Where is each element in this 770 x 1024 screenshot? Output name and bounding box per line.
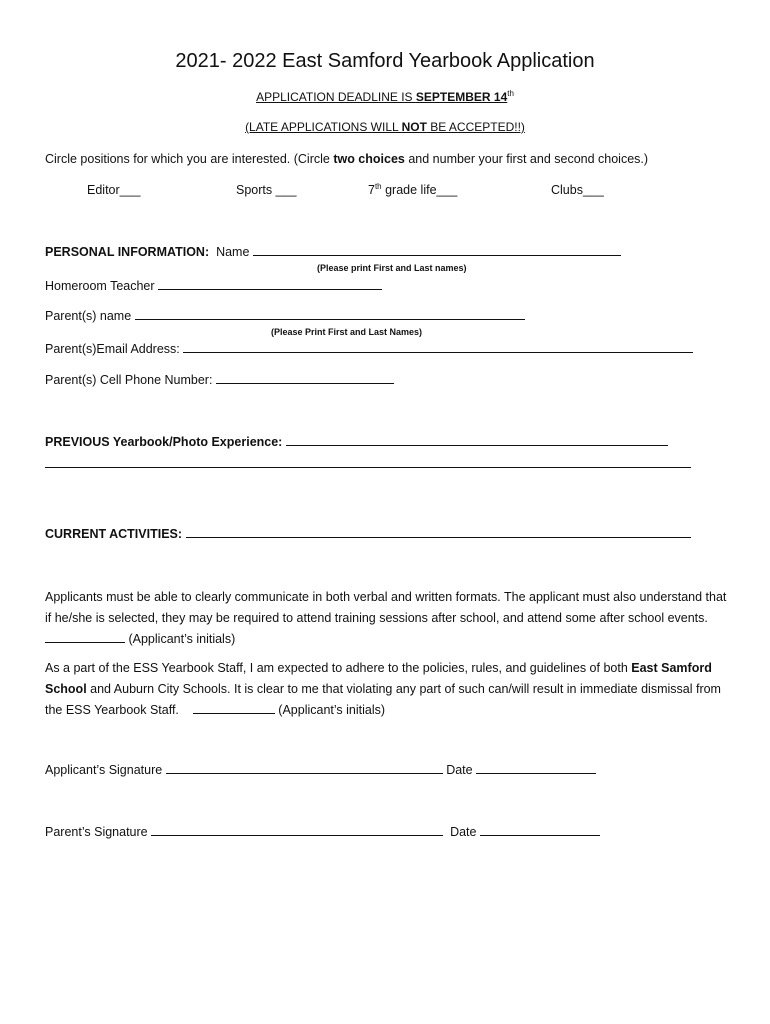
agreement2-bold: East Samford School (45, 661, 712, 696)
agreement1-text: Applicants must be able to clearly communicate in both verbal and written formats. The applicant must also understand that if he/she is selected, they may be required to attend training sessions after school, and attend some after school events. (45, 590, 727, 625)
deadline-line (0, 90, 770, 104)
parent-date-field[interactable] (480, 824, 600, 836)
agreement2-initials-field[interactable] (193, 702, 275, 714)
homeroom-row (45, 278, 382, 293)
position-sports[interactable]: Sports ___ (236, 183, 297, 197)
deadline-prefix: APPLICATION DEADLINE IS (256, 90, 416, 104)
agreement1-initials-label: (Applicant’s initials) (128, 632, 236, 646)
parent-signature-row (45, 824, 600, 839)
grade-sup: th (374, 182, 382, 191)
previous-field-line-2[interactable] (45, 467, 691, 468)
phone-label: Parent(s) Cell Phone Number: (45, 373, 213, 387)
personal-heading: PERSONAL INFORMATION: (45, 245, 210, 259)
email-row (45, 341, 693, 356)
position-clubs[interactable]: Clubs___ (551, 183, 604, 197)
name-label: Name (216, 245, 250, 259)
agreement-paragraph-2 (45, 658, 735, 721)
instructions (45, 152, 648, 166)
parents-hint: (Please Print First and Last Names) (271, 327, 423, 337)
phone-field[interactable] (216, 372, 394, 384)
agreement2-initials-label: (Applicant’s initials) (278, 703, 386, 717)
homeroom-field[interactable] (158, 278, 382, 290)
agreement2-post: and Auburn City Schools. It is clear to me that violating any part of such can/will result in immediate dismissal from the ESS Yearbook Staff. (45, 682, 721, 717)
position-7th-grade-life[interactable] (368, 183, 457, 197)
email-label: Parent(s)Email Address: (45, 342, 180, 356)
agreement-paragraph-1 (45, 587, 735, 650)
parent-date-label: Date (450, 825, 477, 839)
deadline-date: SEPTEMBER 14 (415, 90, 508, 104)
previous-field[interactable] (286, 434, 668, 446)
late-notice (0, 120, 770, 134)
late-pre: (LATE APPLICATIONS WILL (245, 120, 402, 134)
parents-field[interactable] (135, 308, 525, 320)
form-title: 2021- 2022 East Samford Yearbook Application (175, 50, 595, 72)
position-editor[interactable]: Editor___ (87, 183, 141, 197)
deadline-sup: th (507, 89, 514, 98)
grade-num: 7 (368, 183, 375, 197)
instructions-pre: Circle positions for which you are interested. (Circle (45, 152, 334, 166)
name-field[interactable] (253, 244, 621, 256)
previous-row (45, 434, 668, 449)
parents-row (45, 308, 525, 323)
applicant-date-label: Date (446, 763, 473, 777)
parents-label: Parent(s) name (45, 309, 132, 323)
instructions-post: and number your first and second choices.) (404, 152, 649, 166)
late-post: BE ACCEPTED!!) (426, 120, 525, 134)
name-hint: (Please print First and Last names) (317, 263, 467, 273)
homeroom-label: Homeroom Teacher (45, 279, 155, 293)
instructions-bold: two choices (333, 152, 405, 166)
grade-rest: grade life___ (381, 183, 458, 197)
current-row (45, 526, 691, 541)
phone-row (45, 372, 394, 387)
personal-info-row (45, 244, 621, 259)
previous-label: PREVIOUS Yearbook/Photo Experience: (45, 435, 283, 449)
applicant-signature-label: Applicant’s Signature (45, 763, 163, 777)
applicant-signature-row (45, 762, 596, 777)
parent-signature-field[interactable] (151, 824, 443, 836)
applicant-signature-field[interactable] (166, 762, 443, 774)
current-label: CURRENT ACTIVITIES: (45, 527, 183, 541)
agreement1-initials-field[interactable] (45, 631, 125, 643)
parent-signature-label: Parent’s Signature (45, 825, 148, 839)
current-field[interactable] (186, 526, 691, 538)
applicant-date-field[interactable] (476, 762, 596, 774)
agreement2-pre: As a part of the ESS Yearbook Staff, I am expected to adhere to the policies, rules, and guidelines of both (45, 661, 632, 675)
email-field[interactable] (183, 341, 693, 353)
late-not: NOT (401, 120, 427, 134)
